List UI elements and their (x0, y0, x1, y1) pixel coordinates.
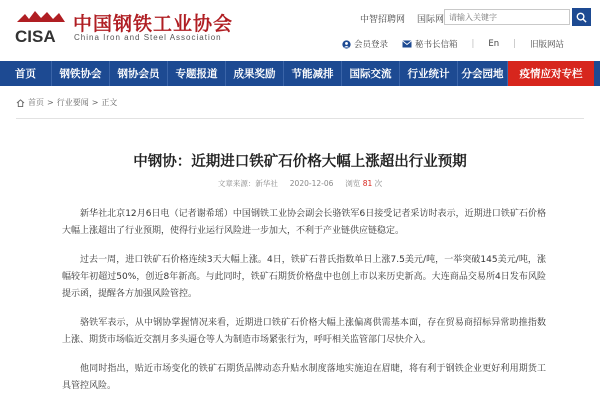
nav-awards[interactable]: 成果奖励 (226, 61, 284, 86)
search-icon (576, 12, 587, 23)
breadcrumb (16, 97, 117, 108)
brand-name-en: China Iron and Steel Association (74, 33, 222, 42)
top-link-recruit[interactable]: 中智招聘网 (360, 15, 406, 25)
nav-home[interactable]: 首页 (0, 61, 52, 86)
nav-association[interactable]: 钢铁协会 (52, 61, 110, 86)
breadcrumb-separator: > (91, 98, 99, 107)
article-source: 文章来源：新华社 (217, 179, 278, 188)
search-input[interactable] (444, 9, 570, 25)
separator: | (471, 39, 475, 49)
brand-name-cn: 中国钢铁工业协会 (73, 13, 234, 35)
article-paragraph: 新华社北京12月6日电（记者谢希瑶）中国钢铁工业协会副会长骆铁军6日接受记者采访时表示，近期进口铁矿石价格大幅上涨超出了行业预期，使得行业运行风险进一步加大，不利于产业链供应链稳定。 (62, 209, 546, 236)
search-button[interactable] (572, 8, 591, 26)
main-nav (0, 61, 600, 86)
site-header (0, 0, 600, 60)
article-paragraph: 过去一周，进口铁矿石价格连续3天大幅上涨。4日，铁矿石普氏指数单日上涨7.5美元/吨，一举突破145美元/吨，涨幅较年初超过50%，创近8年新高。与此同时，铁矿石期货价格盘中也创上市以来历史新高。大连商品交易所4日发布风险提示函，提醒各方加强风险管控。 (62, 255, 546, 299)
nav-statistics[interactable]: 行业统计 (400, 61, 458, 86)
article-views: 81 (362, 179, 373, 188)
separator: | (513, 39, 517, 49)
article-paragraph: 他同时指出，贴近市场变化的铁矿石期货品牌动态升贴水制度落地实施迫在眉睫，将有利于钢铁企业更好利用期货工具管控风险。 (62, 364, 546, 391)
svg-text:CISA: CISA (15, 27, 56, 46)
secretary-mailbox-link[interactable]: 秘书长信箱 (402, 38, 458, 50)
top-links (360, 12, 444, 25)
article-views-label: 浏览 (345, 179, 361, 188)
breadcrumb-home[interactable]: 首页 (28, 98, 44, 107)
nav-members[interactable]: 钢协会员 (110, 61, 168, 86)
old-site-link[interactable]: 旧版网站 (530, 40, 565, 50)
article-views-suffix: 次 (374, 179, 383, 188)
nav-special-reports[interactable]: 专题报道 (168, 61, 226, 86)
article-meta (0, 178, 600, 189)
breadcrumb-industry-news[interactable]: 行业要闻 (56, 98, 89, 107)
top-link-international[interactable]: 国际网 (417, 15, 445, 25)
nav-epidemic-column[interactable]: 疫情应对专栏 (508, 61, 594, 86)
nav-energy-saving[interactable]: 节能减排 (284, 61, 342, 86)
nav-international[interactable]: 国际交流 (342, 61, 400, 86)
cisa-logo[interactable] (13, 8, 69, 46)
mail-icon (402, 40, 412, 48)
english-link[interactable]: En (488, 39, 500, 49)
article-date: 2020-12-06 (289, 179, 334, 188)
article-body (62, 206, 546, 407)
article-paragraph: 骆铁军表示，从中钢协掌握情况来看，近期进口铁矿石价格大幅上涨偏离供需基本面，存在贸易商招标异常助推指数上涨、期货市场临近交割月多头逼仓等人为制造市场紧张行为，呼吁相关监管部门尽快介入。 (62, 318, 546, 345)
member-login-link[interactable]: 会员登录 (342, 38, 388, 50)
home-icon (16, 99, 25, 107)
breadcrumb-separator: > (47, 98, 54, 107)
nav-branches[interactable]: 分会园地 (458, 61, 508, 86)
user-icon (342, 40, 351, 49)
divider (16, 118, 584, 119)
account-links (342, 38, 564, 50)
article-title: 中钢协：近期进口铁矿石价格大幅上涨超出行业预期 (133, 154, 467, 170)
breadcrumb-current: 正文 (101, 98, 118, 107)
